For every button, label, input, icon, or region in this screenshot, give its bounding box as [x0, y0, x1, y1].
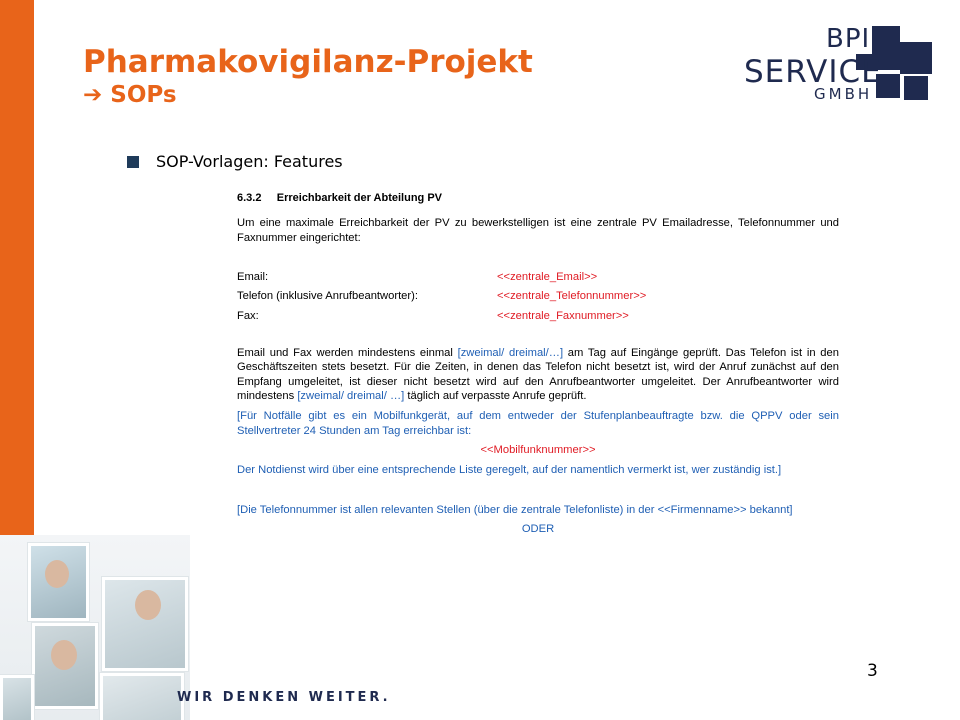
bpi-service-logo — [744, 26, 934, 102]
contact-row — [237, 267, 839, 287]
people-photo-collage — [0, 535, 190, 720]
logo-text-service: SERVICE — [744, 54, 882, 90]
logo-text-bpi: BPI — [826, 24, 871, 54]
contact-label: Email: — [237, 270, 269, 283]
contact-label: Telefon (inklusive Anrufbeantworter): — [237, 290, 418, 303]
contact-label: Fax: — [237, 309, 259, 322]
doc-text: täglich auf verpasste Anrufe geprüft. — [404, 389, 587, 402]
page-number: 3 — [867, 661, 878, 681]
sop-document-excerpt — [237, 191, 839, 537]
arrow-icon: ➔ — [83, 82, 103, 108]
logo-square — [900, 42, 932, 74]
slide-title: Pharmakovigilanz-Projekt — [83, 44, 533, 80]
doc-oder: ODER — [521, 523, 555, 536]
square-bullet-icon — [127, 156, 139, 168]
doc-mobile-placeholder: <<Mobilfunknummer>> — [480, 444, 596, 457]
doc-text: am Tag auf Eingänge geprüft. Das Telefon ist in den Geschäftszeiten stets besetzt. Für die Zeiten, in denen das Telefon nicht besetzt ist, wird der Anruf zunächst auf den Empfang umgeleitet, ist dieser nicht besetzt wird auf den Anrufbeantworter umgeleitet. Der Anrufbeantworter wird mindestens — [237, 346, 839, 402]
footer-slogan: WIR DENKEN WEITER. — [177, 690, 391, 705]
photo-tile — [32, 623, 98, 709]
doc-paragraph-emergency: [Für Notfälle gibt es ein Mobilfunkgerät, auf dem entweder der Stufenplanbeauftragte bzw. die QPPV oder sein Stellvertreter 24 Stunden am Tag erreichbar ist: — [237, 410, 839, 437]
slide-subtitle — [83, 80, 533, 110]
photo-tile — [102, 577, 188, 671]
photo-tile — [0, 675, 34, 720]
slide-subtitle-text: SOPs — [110, 82, 177, 108]
doc-text: Email und Fax werden mindestens einmal — [237, 346, 458, 359]
slide-title-block — [83, 44, 533, 110]
doc-heading: 6.3.2 Erreichbarkeit der Abteilung PV — [237, 192, 442, 204]
bullet-text: SOP-Vorlagen: Features — [156, 152, 343, 171]
logo-square — [904, 76, 928, 100]
contact-row — [237, 287, 839, 307]
doc-option-text: [zweimal/ dreimal/…] — [457, 346, 564, 359]
contact-value: <<zentrale_Faxnummer>> — [497, 309, 629, 322]
contact-row — [237, 306, 839, 326]
doc-option-text: [zweimal/ dreimal/ …] — [297, 389, 405, 402]
bullet-item — [127, 152, 343, 171]
photo-tile — [100, 673, 184, 720]
contact-value: <<zentrale_Email>> — [497, 270, 598, 283]
doc-paragraph-availability — [237, 346, 839, 404]
logo-text-gmbh: GMBH — [814, 85, 873, 103]
doc-paragraph-notdienst: Der Notdienst wird über eine entsprechende Liste geregelt, auf der namentlich vermerkt ist, wer zuständig ist.] — [237, 463, 782, 476]
contact-value: <<zentrale_Telefonnummer>> — [497, 290, 647, 303]
photo-tile — [28, 543, 89, 621]
doc-intro: Um eine maximale Erreichbarkeit der PV zu bewerkstelligen ist eine zentrale PV Emailadresse, Telefonnummer und Faxnummer eingerichtet: — [237, 217, 839, 244]
doc-paragraph-telefonliste: [Die Telefonnummer ist allen relevanten Stellen (über die zentrale Telefonliste) in der <<Firmenname>> bekannt] — [237, 503, 793, 516]
